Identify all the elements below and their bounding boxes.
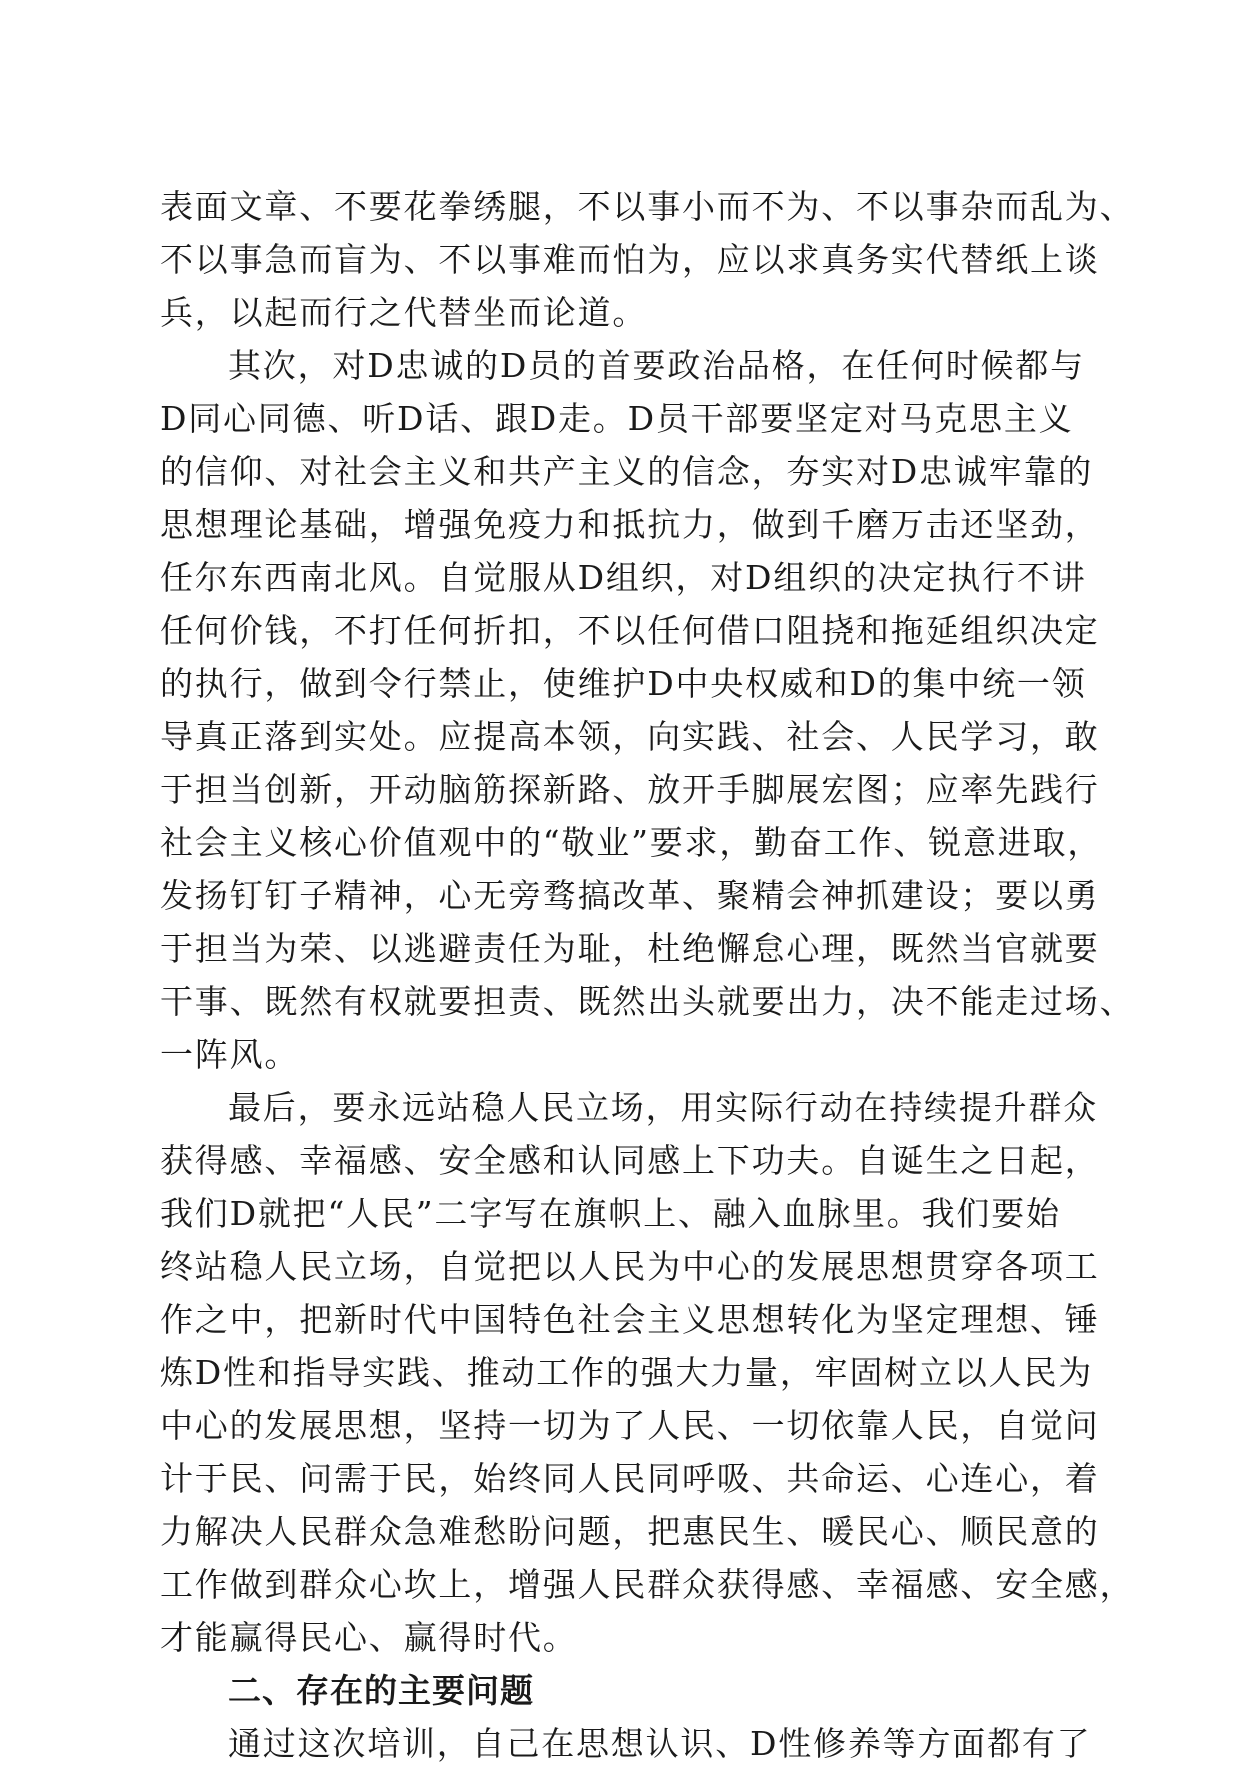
text-line: 思想理论基础，增强免疫力和抵抗力，做到千磨万击还坚劲， (160, 505, 1100, 544)
text-line: 计于民、问需于民，始终同人民同呼吸、共命运、心连心，着 (160, 1459, 1100, 1498)
text-line: 于担当创新，开动脑筋探新路、放开手脚展宏图；应率先践行 (160, 770, 1100, 809)
text-line: 炼D性和指导实践、推动工作的强大力量，牢固树立以人民为 (160, 1353, 1094, 1392)
text-line: 工作做到群众心坎上，增强人民群众获得感、幸福感、安全感， (160, 1565, 1135, 1604)
text-line: 一阵风。 (160, 1035, 300, 1074)
paragraph-training (160, 1717, 1100, 1770)
paragraph-loyalty (160, 339, 1135, 1081)
text-line: 其次，对D忠诚的D员的首要政治品格，在任何时候都与 (228, 346, 1085, 385)
text-line: 任何价钱，不打任何折扣，不以任何借口阻挠和拖延组织决定 (160, 611, 1100, 650)
paragraph-continuation (160, 180, 1135, 339)
section-heading: 二、存在的主要问题 (228, 1671, 534, 1710)
text-line: 最后，要永远站稳人民立场，用实际行动在持续提升群众 (228, 1088, 1098, 1127)
text-line: 才能赢得民心、赢得时代。 (160, 1618, 578, 1657)
text-line: D同心同德、听D话、跟D走。D员干部要坚定对马克思主义 (160, 399, 1074, 438)
text-line: 我们D就把“人民”二字写在旗帜上、融入血脉里。我们要始 (160, 1194, 1061, 1233)
text-line: 终站稳人民立场，自觉把以人民为中心的发展思想贯穿各项工 (160, 1247, 1100, 1286)
text-line: 中心的发展思想，坚持一切为了人民、一切依靠人民，自觉问 (160, 1406, 1100, 1445)
paragraph-people (160, 1081, 1135, 1664)
text-line: 通过这次培训，自己在思想认识、D性修养等方面都有了 (228, 1724, 1092, 1763)
text-line: 任尔东西南北风。自觉服从D组织，对D组织的决定执行不讲 (160, 558, 1087, 597)
text-line: 获得感、幸福感、安全感和认同感上下功夫。自诞生之日起， (160, 1141, 1100, 1180)
text-line: 社会主义核心价值观中的“敬业”要求，勤奋工作、锐意进取， (160, 823, 1103, 862)
text-line: 于担当为荣、以逃避责任为耻，杜绝懈怠心理，既然当官就要 (160, 929, 1100, 968)
text-line: 力解决人民群众急难愁盼问题，把惠民生、暖民心、顺民意的 (160, 1512, 1100, 1551)
text-line: 作之中，把新时代中国特色社会主义思想转化为坚定理想、锤 (160, 1300, 1100, 1339)
text-line: 兵，以起而行之代替坐而论道。 (160, 293, 648, 332)
text-line: 不以事急而盲为、不以事难而怕为，应以求真务实代替纸上谈 (160, 240, 1100, 279)
text-line: 表面文章、不要花拳绣腿，不以事小而不为、不以事杂而乱为、 (160, 187, 1135, 226)
text-line: 的执行，做到令行禁止，使维护D中央权威和D的集中统一领 (160, 664, 1087, 703)
text-line: 导真正落到实处。应提高本领，向实践、社会、人民学习，敢 (160, 717, 1100, 756)
text-line: 干事、既然有权就要担责、既然出头就要出力，决不能走过场、 (160, 982, 1135, 1021)
document-body (160, 180, 1135, 1770)
text-line: 的信仰、对社会主义和共产主义的信念，夯实对D忠诚牢靠的 (160, 452, 1094, 491)
text-line: 发扬钉钉子精神，心无旁骛搞改革、聚精会神抓建设；要以勇 (160, 876, 1100, 915)
